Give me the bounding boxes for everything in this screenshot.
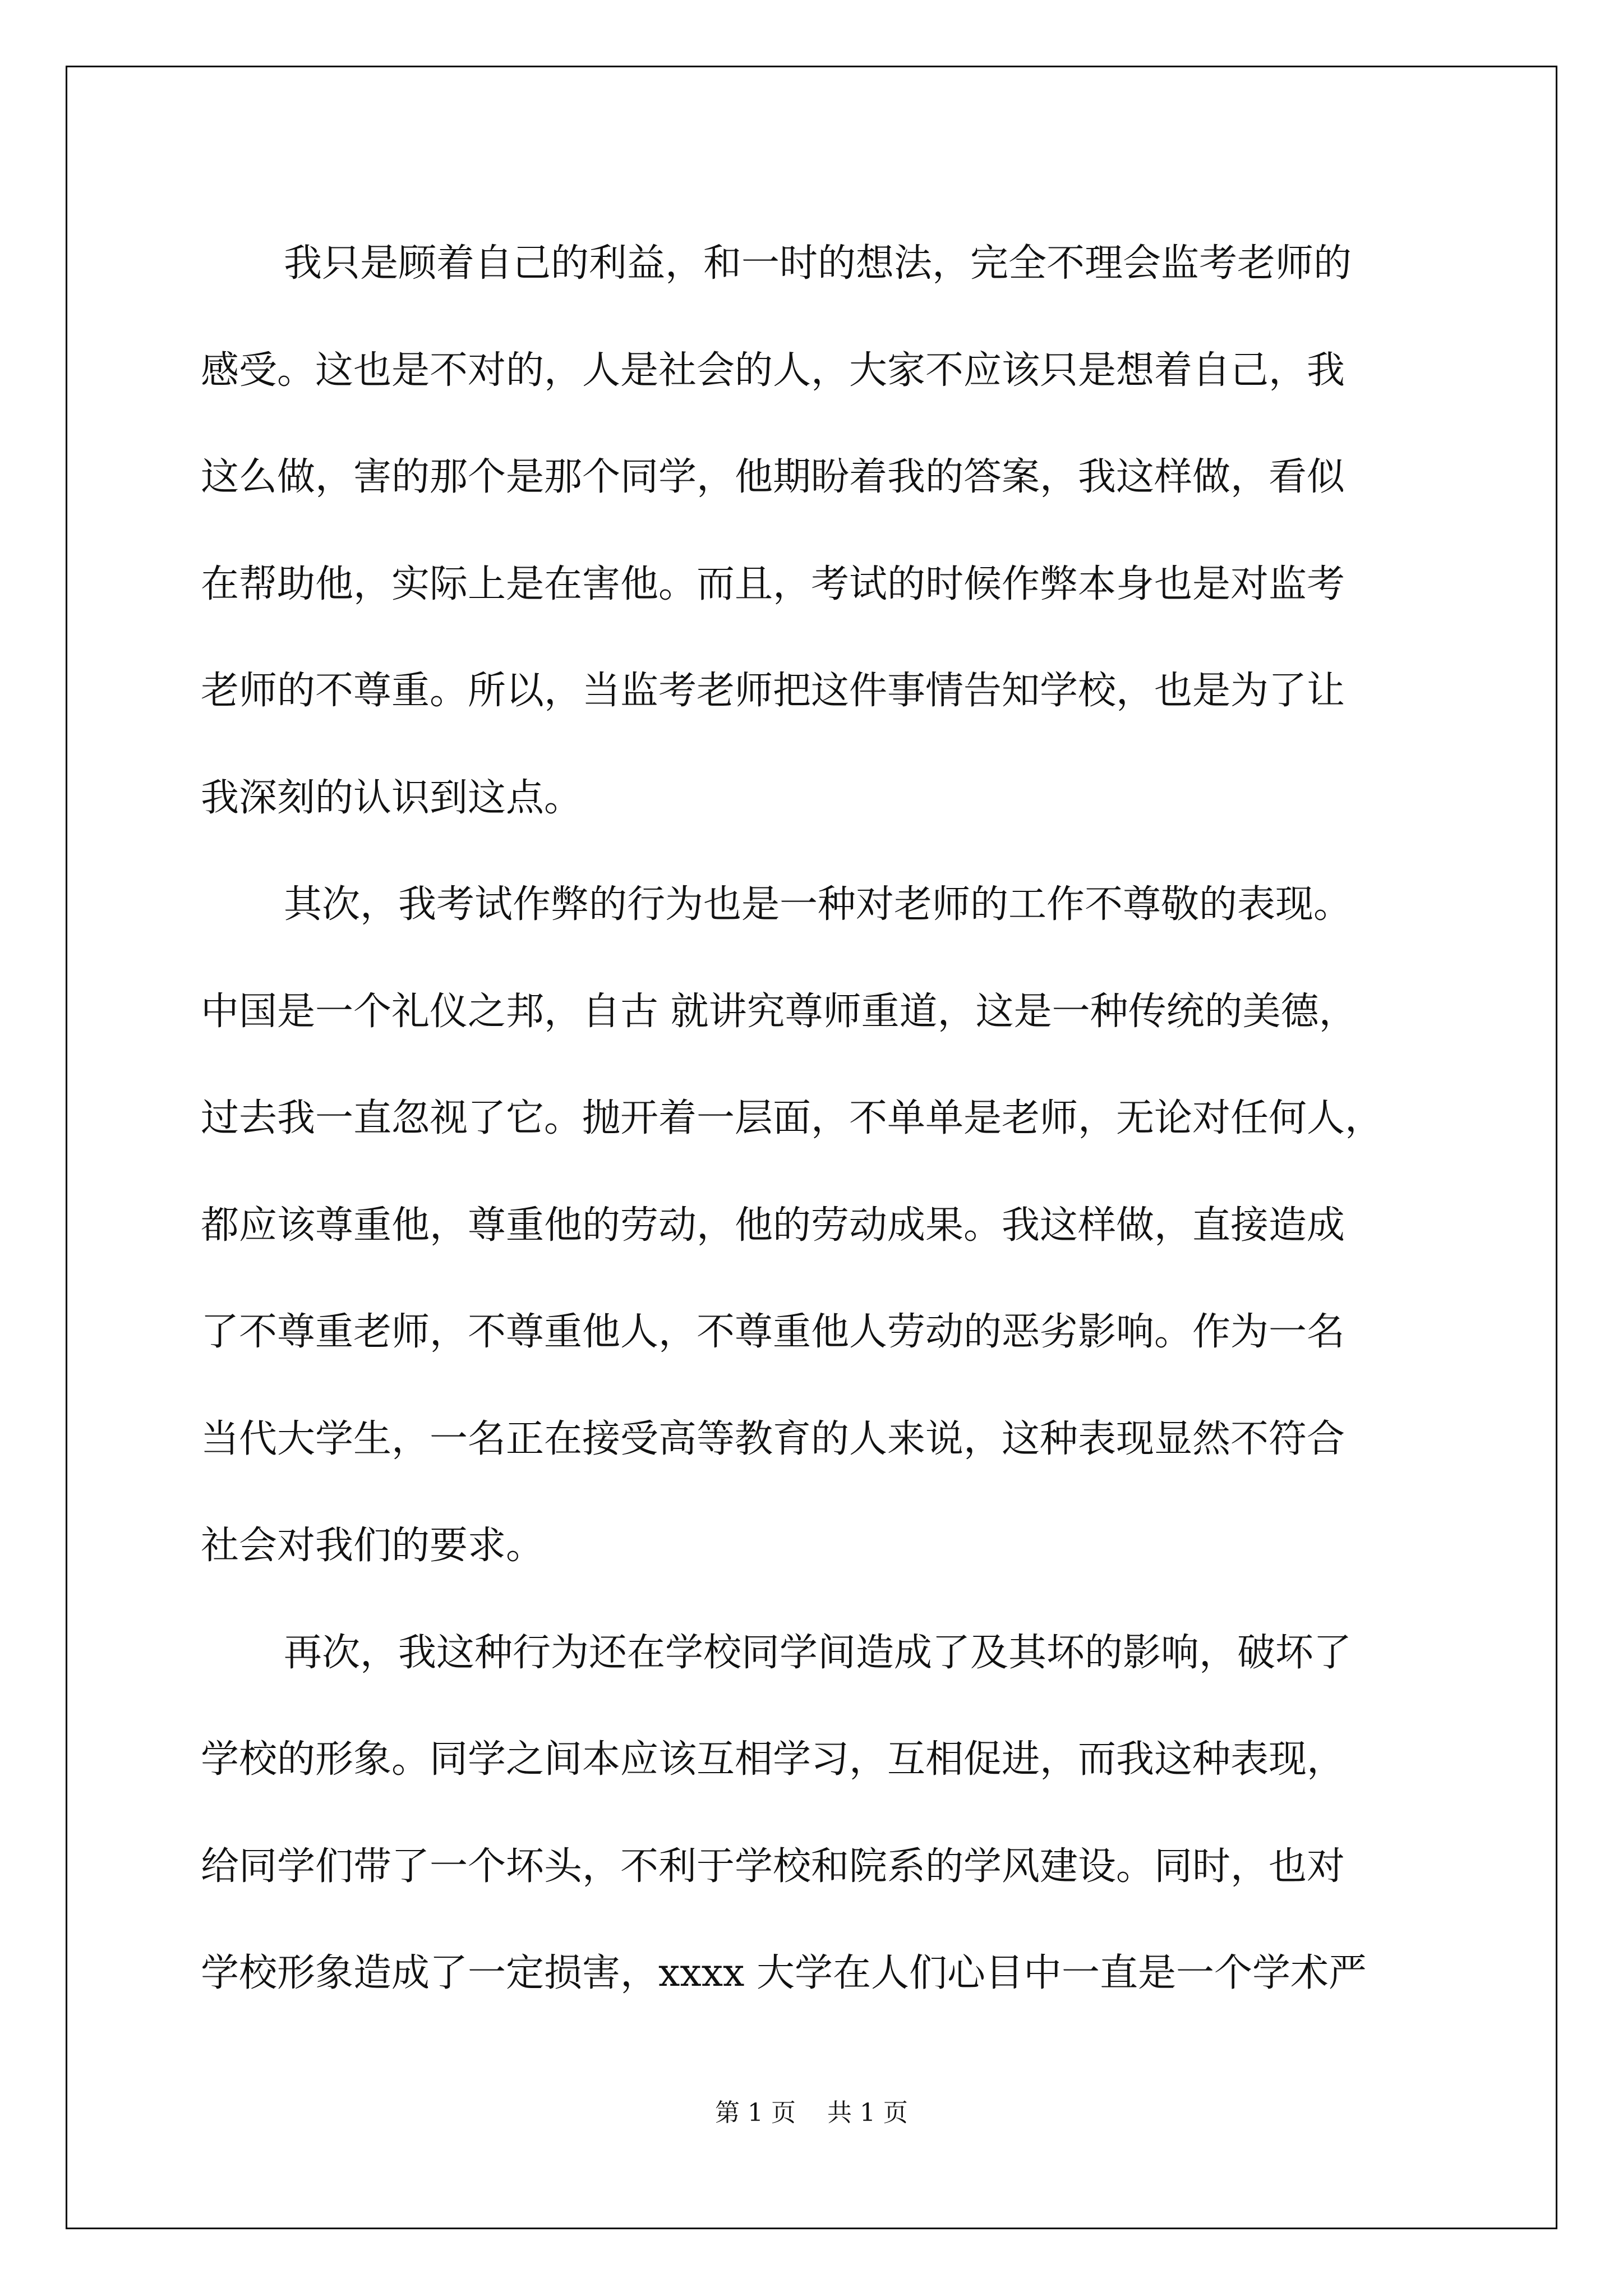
text-line: 学校的形象。同学之间本应该互相学习，互相促进，而我这种表现， bbox=[201, 1737, 1345, 1782]
text-line: 感受。这也是不对的，人是社会的人，大家不应该只是想着自己，我 bbox=[201, 348, 1345, 393]
text-line: 给同学们带了一个坏头，不利于学校和院系的学风建设。同时，也对 bbox=[201, 1844, 1345, 1889]
text-line: 学校形象造成了一定损害，xxxx 大学在人们心目中一直是一个学术严 bbox=[201, 1951, 1367, 1995]
text-line: 这么做，害的那个是那个同学，他期盼着我的答案，我这样做，看似 bbox=[201, 455, 1345, 499]
text-line: 我深刻的认识到这点。 bbox=[201, 775, 583, 820]
text-line: 都应该尊重他，尊重他的劳动，他的劳动成果。我这样做，直接造成 bbox=[201, 1203, 1345, 1248]
document-body bbox=[201, 210, 1437, 2027]
text-line: 我只是顾着自己的利益，和一时的想法，完全不理会监考老师的 bbox=[284, 241, 1352, 286]
text-line: 其次，我考试作弊的行为也是一种对老师的工作不尊敬的表现。 bbox=[284, 882, 1352, 927]
text-line: 过去我一直忽视了它。抛开着一层面，不单单是老师，无论对任何人， bbox=[201, 1096, 1384, 1140]
text-line: 当代大学生，一名正在接受高等教育的人来说，这种表现显然不符合 bbox=[201, 1416, 1345, 1461]
text-line: 老师的不尊重。所以，当监考老师把这件事情告知学校，也是为了让 bbox=[201, 669, 1345, 713]
text-line: 社会对我们的要求。 bbox=[201, 1524, 545, 1568]
text-line: 再次，我这种行为还在学校同学间造成了及其坏的影响，破坏了 bbox=[284, 1630, 1352, 1675]
text-line: 了不尊重老师，不尊重他人，不尊重他人劳动的恶劣影响。作为一名 bbox=[201, 1310, 1345, 1354]
text-line: 在帮助他，实际上是在害他。而且，考试的时候作弊本身也是对监考 bbox=[201, 562, 1345, 606]
text-line: 中国是一个礼仪之邦，自古 就讲究尊师重道，这是一种传统的美德， bbox=[201, 989, 1357, 1034]
page-number-footer: 第 1 页 共 1 页 bbox=[715, 2099, 908, 2127]
